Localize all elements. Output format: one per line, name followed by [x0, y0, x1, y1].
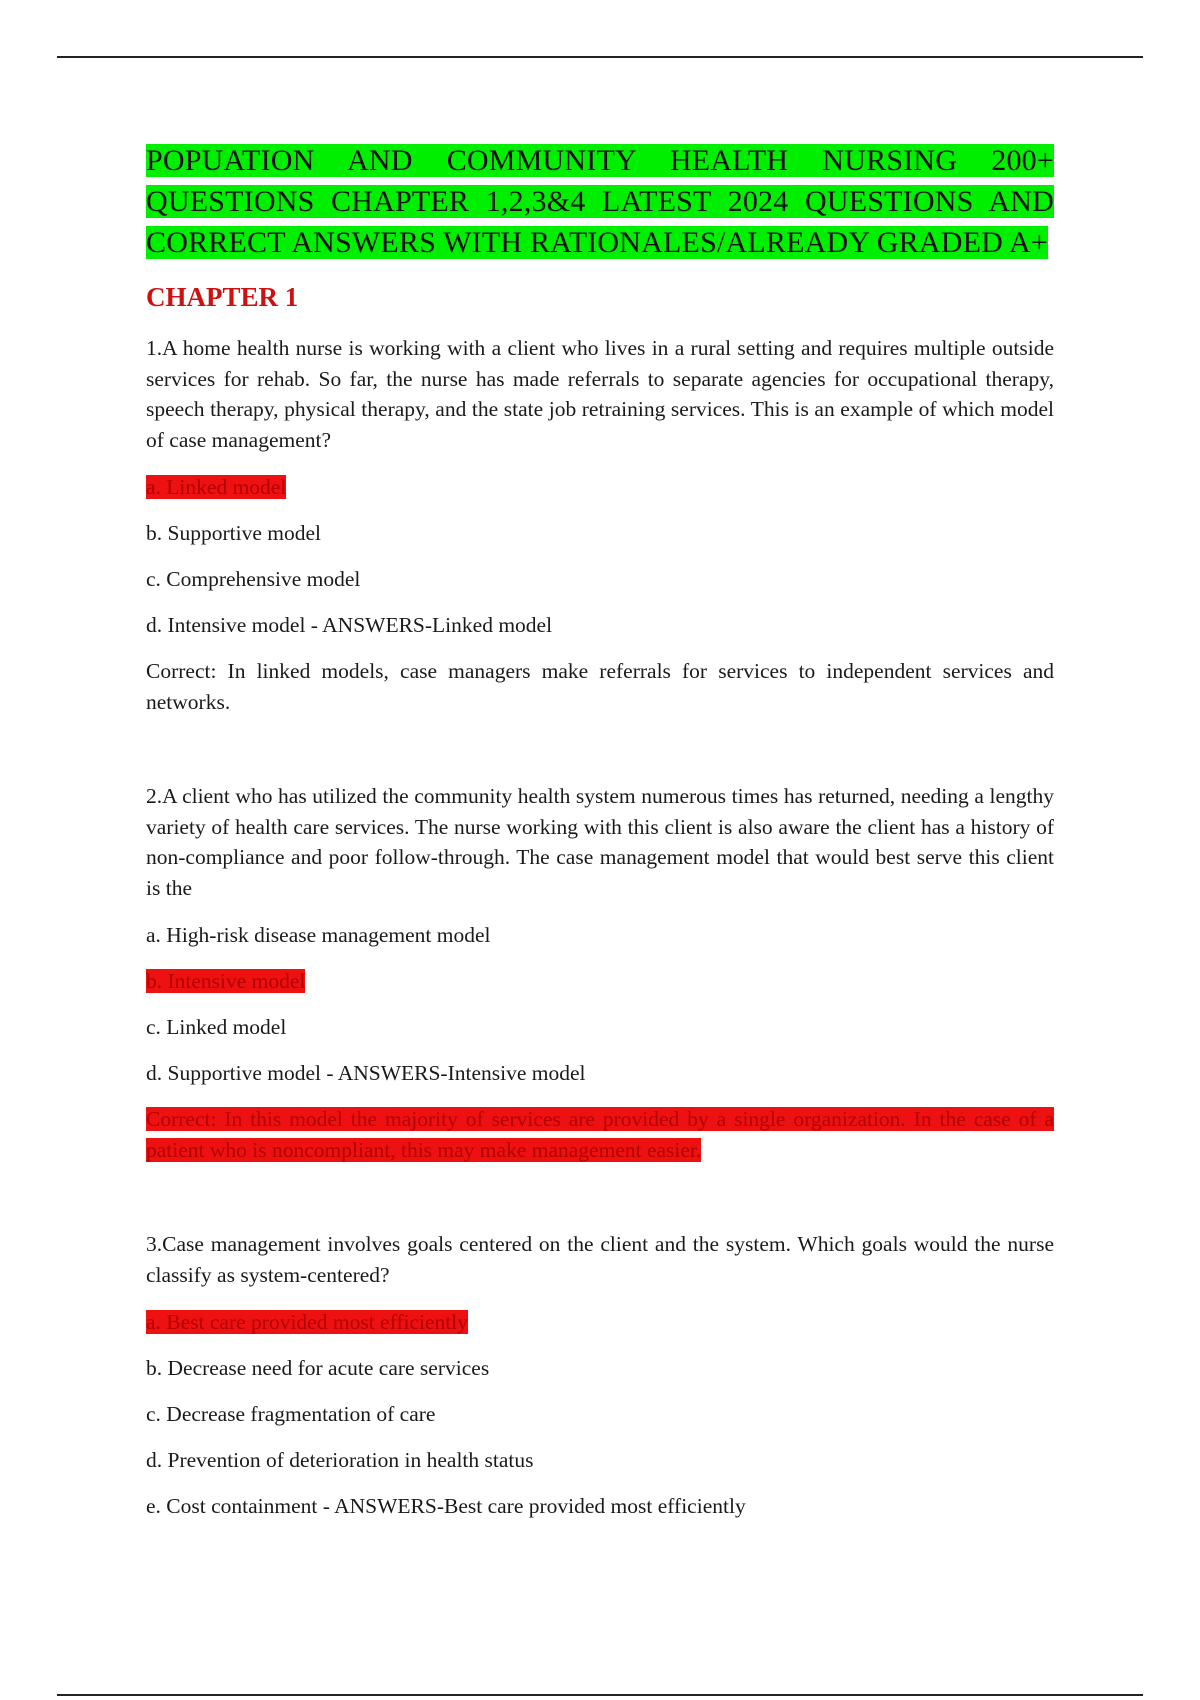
answer-option-a: a. High-risk disease management model: [146, 923, 491, 947]
chapter-heading: CHAPTER 1: [146, 282, 299, 312]
answer-option-d: d. Intensive model - ANSWERS-Linked model: [146, 613, 553, 637]
highlighted-correct-option: a. Best care provided most efficiently: [146, 1310, 468, 1334]
question-stem: 1.A home health nurse is working with a client who lives in a rural setting and requires multiple outside services for rehab. So far, the nurse has made referrals to separate agencies for occupational therapy, speech therapy, physical therapy, and the state job retraining services. This is an example of which model of case management?: [146, 336, 1054, 452]
question-1: [146, 333, 1054, 717]
answer-option-a: [146, 1307, 1054, 1338]
answer-option-b: [146, 966, 1054, 997]
answer-option-c: c. Decrease fragmentation of care: [146, 1402, 436, 1426]
footer-rule: [57, 1694, 1143, 1696]
answer-option-b: b. Supportive model: [146, 521, 321, 545]
rationale: [146, 1104, 1054, 1165]
answer-option-d: d. Prevention of deterioration in health status: [146, 1448, 534, 1472]
question-3: [146, 1229, 1054, 1522]
answer-option-c: c. Comprehensive model: [146, 567, 361, 591]
document-title: [146, 140, 1054, 263]
document-title-text: POPUATION AND COMMUNITY HEALTH NURSING 200+ QUESTIONS CHAPTER 1,2,3&4 LATEST 2024 QUESTIONS AND CORRECT ANSWERS WITH RATIONALES/ALREADY GRADED A+: [146, 144, 1054, 259]
question-2: [146, 781, 1054, 1165]
highlighted-correct-option: b. Intensive model: [146, 969, 306, 993]
answer-option-e: e. Cost containment - ANSWERS-Best care provided most efficiently: [146, 1494, 746, 1518]
answer-option-b: b. Decrease need for acute care services: [146, 1356, 490, 1380]
question-stem: 3.Case management involves goals centered on the client and the system. Which goals would the nurse classify as system-centered?: [146, 1232, 1054, 1287]
question-stem: 2.A client who has utilized the community health system numerous times has returned, needing a lengthy variety of health care services. The nurse working with this client is also aware the client has a history of non-compliance and poor follow-through. The case management model that would best serve this client is the: [146, 784, 1054, 900]
highlighted-rationale: Correct: In this model the majority of services are provided by a single organization. In the case of a patient who is noncompliant, this may make management easier.: [146, 1107, 1054, 1162]
answer-option-c: c. Linked model: [146, 1015, 287, 1039]
rationale: Correct: In linked models, case managers make referrals for services to independent services and networks.: [146, 659, 1054, 714]
header-rule: [57, 56, 1143, 58]
answer-option-d: d. Supportive model - ANSWERS-Intensive model: [146, 1061, 586, 1085]
highlighted-correct-option: a. Linked model: [146, 475, 287, 499]
answer-option-a: [146, 472, 1054, 503]
document-page: [146, 140, 1054, 1522]
